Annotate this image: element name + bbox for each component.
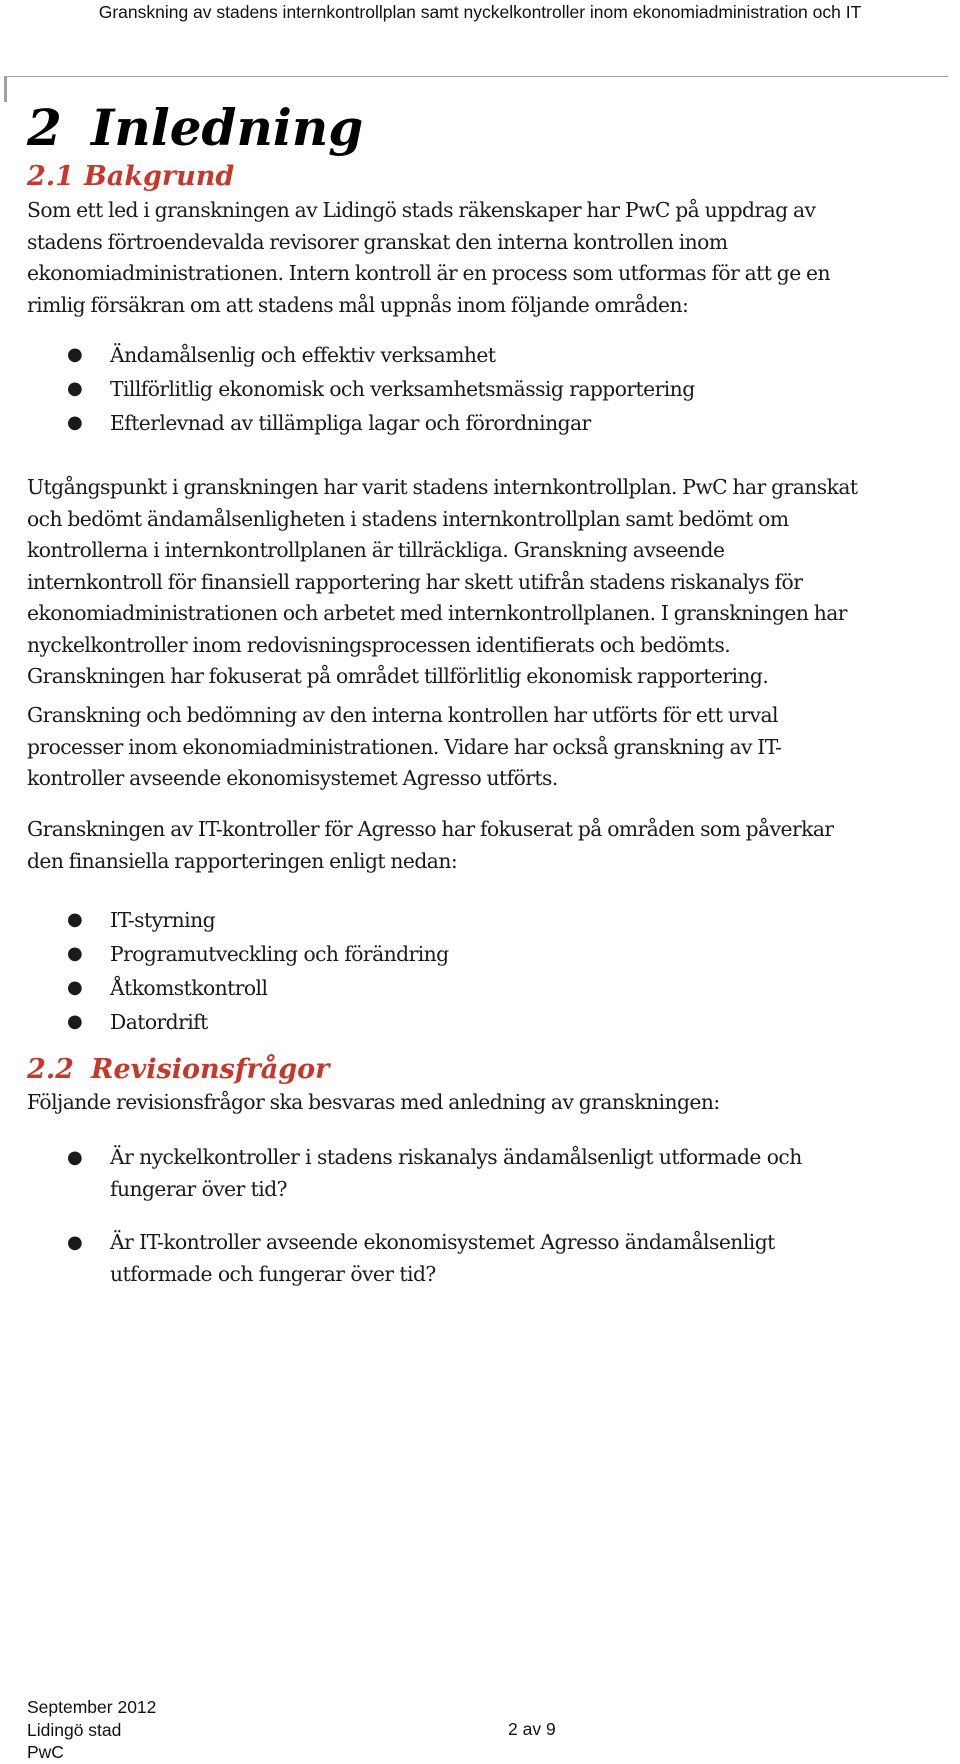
questions-list xyxy=(0,1142,802,1312)
list-item: ● Tillförlitlig ekonomisk och verksamhetsmässig rapportering xyxy=(0,372,695,406)
bullet-icon: ● xyxy=(67,943,83,964)
chapter-title: Inledning xyxy=(91,98,364,157)
section-heading-revisionsfragor xyxy=(27,1053,329,1087)
footer-author: PwC xyxy=(27,1742,64,1762)
list-item: ● Efterlevnad av tillämpliga lagar och förordningar xyxy=(0,406,695,440)
running-header: Granskning av stadens internkontrollplan samt nyckelkontroller inom ekonomiadministration och IT xyxy=(98,2,862,22)
page-number: 2 av 9 xyxy=(508,1719,556,1739)
paragraph-processes xyxy=(27,700,960,795)
text-line: Följande revisionsfrågor ska besvaras med anledning av granskningen: xyxy=(27,1090,720,1114)
bullet-icon: ● xyxy=(67,909,83,930)
list-item: ● Är nyckelkontroller i stadens riskanalys ändamålsenligt utformade och fungerar över tid? xyxy=(0,1142,802,1205)
text-line: Granskning och bedömning av den interna kontrollen har utförts för ett urval xyxy=(27,703,778,727)
text-line: stadens förtroendevalda revisorer granskat den interna kontrollen inom xyxy=(27,229,728,254)
section-heading-bakgrund xyxy=(27,160,234,194)
text-line: kontrollerna i internkontrollplanen är tillräckliga. Granskning avseende xyxy=(27,538,725,562)
text-line: Granskningen av IT-kontroller för Agresso har fokuserat på områden som påverkar xyxy=(27,817,834,841)
list-item: ● Datordrift xyxy=(0,1005,449,1039)
text-line: den finansiella rapporteringen enligt nedan: xyxy=(27,848,458,873)
bullet-icon: ● xyxy=(67,1232,83,1253)
text-line: Granskningen har fokuserat på området tillförlitlig ekonomisk rapportering. xyxy=(27,664,769,688)
chapter-number: 2 xyxy=(27,98,62,157)
bullet-icon: ● xyxy=(67,412,83,433)
section-number: 2.1 xyxy=(27,161,74,192)
section-title: Bakgrund xyxy=(84,161,235,192)
bullet-icon: ● xyxy=(67,378,83,399)
bullet-icon: ● xyxy=(67,1011,83,1032)
bullet-icon: ● xyxy=(67,344,83,365)
header-rule xyxy=(4,76,948,77)
text-line: ekonomiadministrationen och arbetet med internkontrollplanen. I granskningen har xyxy=(27,601,847,625)
text-line: ekonomiadministrationen. Intern kontroll är en process som utformas för att ge en xyxy=(27,261,831,285)
areas-list xyxy=(0,338,695,440)
it-areas-list xyxy=(0,903,449,1039)
text-line: nyckelkontroller inom redovisningsprocessen identifierats och bedömts. xyxy=(27,632,731,657)
list-item: ● Ändamålsenlig och effektiv verksamhet xyxy=(0,338,695,372)
page-footer xyxy=(27,1696,156,1764)
text-line: internkontroll för finansiell rapportering har skett utifrån stadens riskanalys för xyxy=(27,569,803,594)
paragraph-it-controls xyxy=(27,814,960,877)
text-line: processer inom ekonomiadministrationen. Vidare har också granskning av IT- xyxy=(27,734,782,759)
section-number: 2.2 xyxy=(27,1054,74,1085)
paragraph-intro xyxy=(27,195,960,321)
text-line: Som ett led i granskningen av Lidingö stads räkenskaper har PwC på uppdrag av xyxy=(27,198,816,222)
chapter-heading xyxy=(27,96,363,160)
text-line: och bedömt ändamålsenligheten i stadens internkontrollplan samt bedömt om xyxy=(27,506,789,531)
list-item: ● Åtkomstkontroll xyxy=(0,971,449,1005)
text-line: rimlig försäkran om att stadens mål uppnås inom följande områden: xyxy=(27,292,689,317)
paragraph-scope xyxy=(27,472,960,693)
footer-organization: Lidingö stad xyxy=(27,1719,122,1740)
header-rule-corner xyxy=(4,76,7,102)
text-line: Utgångspunkt i granskningen har varit stadens internkontrollplan. PwC har granskat xyxy=(27,475,858,499)
text-line: kontroller avseende ekonomisystemet Agresso utförts. xyxy=(27,766,558,790)
list-item: ● IT-styrning xyxy=(0,903,449,937)
bullet-icon: ● xyxy=(67,1147,83,1168)
bullet-icon: ● xyxy=(67,977,83,998)
footer-date: September 2012 xyxy=(27,1697,157,1717)
list-item: ● Är IT-kontroller avseende ekonomisystemet Agresso ändamålsenligt utformade och fungerar över tid? xyxy=(0,1227,802,1290)
paragraph-questions-intro xyxy=(27,1087,960,1119)
list-item: ● Programutveckling och förändring xyxy=(0,937,449,971)
section-title: Revisionsfrågor xyxy=(91,1054,330,1085)
